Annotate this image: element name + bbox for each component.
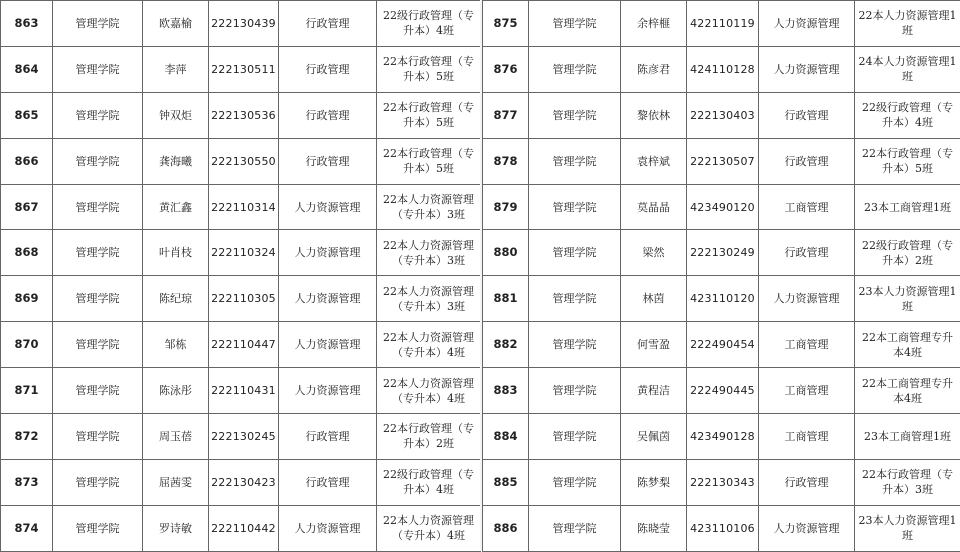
college-cell: 管理学院 [529, 92, 621, 138]
major-cell: 人力资源管理 [279, 276, 377, 322]
table-row [483, 92, 960, 138]
student-id-cell: 222130550 [209, 138, 279, 184]
student-name-cell: 黄汇鑫 [143, 184, 209, 230]
major-cell: 行政管理 [279, 459, 377, 505]
student-id-cell: 423110120 [687, 276, 759, 322]
college-cell: 管理学院 [53, 505, 143, 551]
student-id-cell: 222110431 [209, 368, 279, 414]
student-id-cell: 222130507 [687, 138, 759, 184]
row-number: 885 [483, 459, 529, 505]
major-cell: 人力资源管理 [279, 230, 377, 276]
student-id-cell: 424110128 [687, 46, 759, 92]
student-id-cell: 222130439 [209, 1, 279, 47]
table-row [1, 184, 481, 230]
class-cell: 22级行政管理（专升本）4班 [377, 1, 481, 47]
student-id-cell: 423490128 [687, 414, 759, 460]
student-id-cell: 222110447 [209, 322, 279, 368]
table-row [483, 1, 960, 47]
student-name-cell: 陈彦君 [621, 46, 687, 92]
college-cell: 管理学院 [53, 92, 143, 138]
row-number: 874 [1, 505, 53, 551]
major-cell: 工商管理 [759, 184, 855, 230]
row-number: 884 [483, 414, 529, 460]
row-number: 872 [1, 414, 53, 460]
table-row [1, 138, 481, 184]
row-number: 866 [1, 138, 53, 184]
college-cell: 管理学院 [53, 1, 143, 47]
major-cell: 行政管理 [279, 414, 377, 460]
college-cell: 管理学院 [53, 276, 143, 322]
class-cell: 23本人力资源管理1班 [855, 276, 960, 322]
class-cell: 22本工商管理专升本4班 [855, 322, 960, 368]
row-number: 876 [483, 46, 529, 92]
student-id-cell: 222130245 [209, 414, 279, 460]
student-name-cell: 叶肖枝 [143, 230, 209, 276]
student-id-cell: 222110442 [209, 505, 279, 551]
student-name-cell: 黄程洁 [621, 368, 687, 414]
table-row [483, 46, 960, 92]
college-cell: 管理学院 [53, 459, 143, 505]
student-name-cell: 李萍 [143, 46, 209, 92]
college-cell: 管理学院 [53, 368, 143, 414]
row-number: 875 [483, 1, 529, 47]
class-cell: 22本人力资源管理（专升本）3班 [377, 230, 481, 276]
row-number: 881 [483, 276, 529, 322]
college-cell: 管理学院 [529, 230, 621, 276]
student-id-cell: 422110119 [687, 1, 759, 47]
college-cell: 管理学院 [529, 322, 621, 368]
row-number: 883 [483, 368, 529, 414]
table-row [483, 322, 960, 368]
table-row [483, 505, 960, 551]
class-cell: 22本人力资源管理（专升本）3班 [377, 184, 481, 230]
college-cell: 管理学院 [529, 46, 621, 92]
row-number: 878 [483, 138, 529, 184]
college-cell: 管理学院 [53, 230, 143, 276]
college-cell: 管理学院 [529, 276, 621, 322]
student-id-cell: 222130343 [687, 459, 759, 505]
table-row [1, 92, 481, 138]
table-row [1, 322, 481, 368]
student-id-cell: 222130423 [209, 459, 279, 505]
student-name-cell: 余梓榧 [621, 1, 687, 47]
student-id-cell: 222130511 [209, 46, 279, 92]
student-name-cell: 陈梦梨 [621, 459, 687, 505]
class-cell: 22本行政管理（专升本）3班 [855, 459, 960, 505]
student-name-cell: 黎依林 [621, 92, 687, 138]
major-cell: 人力资源管理 [759, 505, 855, 551]
class-cell: 22本人力资源管理（专升本）3班 [377, 276, 481, 322]
class-cell: 22级行政管理（专升本）4班 [377, 459, 481, 505]
class-cell: 22本人力资源管理（专升本）4班 [377, 368, 481, 414]
table-row [483, 138, 960, 184]
major-cell: 行政管理 [279, 92, 377, 138]
college-cell: 管理学院 [529, 414, 621, 460]
college-cell: 管理学院 [529, 184, 621, 230]
major-cell: 行政管理 [759, 230, 855, 276]
table-row [1, 230, 481, 276]
table-row [1, 368, 481, 414]
class-cell: 22本行政管理（专升本）5班 [377, 46, 481, 92]
major-cell: 行政管理 [279, 138, 377, 184]
right-student-table [482, 0, 960, 552]
major-cell: 人力资源管理 [759, 276, 855, 322]
student-name-cell: 屈茜雯 [143, 459, 209, 505]
class-cell: 22本行政管理（专升本）2班 [377, 414, 481, 460]
college-cell: 管理学院 [53, 46, 143, 92]
student-name-cell: 袁梓斌 [621, 138, 687, 184]
row-number: 880 [483, 230, 529, 276]
student-id-cell: 222110305 [209, 276, 279, 322]
student-id-cell: 423110106 [687, 505, 759, 551]
major-cell: 人力资源管理 [279, 322, 377, 368]
class-cell: 22本工商管理专升本4班 [855, 368, 960, 414]
table-row [483, 414, 960, 460]
college-cell: 管理学院 [53, 138, 143, 184]
student-name-cell: 欧嘉榆 [143, 1, 209, 47]
major-cell: 人力资源管理 [279, 368, 377, 414]
table-row [1, 459, 481, 505]
row-number: 886 [483, 505, 529, 551]
student-name-cell: 莫晶晶 [621, 184, 687, 230]
table-row [483, 230, 960, 276]
major-cell: 人力资源管理 [279, 184, 377, 230]
class-cell: 22本行政管理（专升本）5班 [377, 92, 481, 138]
table-row [483, 368, 960, 414]
student-name-cell: 梁然 [621, 230, 687, 276]
student-name-cell: 龚海曦 [143, 138, 209, 184]
row-number: 879 [483, 184, 529, 230]
student-name-cell: 陈泳彤 [143, 368, 209, 414]
row-number: 863 [1, 1, 53, 47]
table-row [1, 46, 481, 92]
major-cell: 人力资源管理 [279, 505, 377, 551]
table-row [483, 276, 960, 322]
class-cell: 22本行政管理（专升本）5班 [377, 138, 481, 184]
row-number: 867 [1, 184, 53, 230]
class-cell: 23本人力资源管理1班 [855, 505, 960, 551]
row-number: 865 [1, 92, 53, 138]
student-name-cell: 何雪盈 [621, 322, 687, 368]
college-cell: 管理学院 [529, 505, 621, 551]
table-row [483, 459, 960, 505]
class-cell: 22本人力资源管理（专升本）4班 [377, 505, 481, 551]
student-id-cell: 222110324 [209, 230, 279, 276]
table-row [1, 505, 481, 551]
student-id-cell: 222490445 [687, 368, 759, 414]
row-number: 868 [1, 230, 53, 276]
table-row [483, 184, 960, 230]
row-number: 877 [483, 92, 529, 138]
major-cell: 工商管理 [759, 322, 855, 368]
class-cell: 22本人力资源管理（专升本）4班 [377, 322, 481, 368]
student-id-cell: 222490454 [687, 322, 759, 368]
college-cell: 管理学院 [529, 459, 621, 505]
student-name-cell: 罗诗敏 [143, 505, 209, 551]
table-row [1, 276, 481, 322]
major-cell: 人力资源管理 [759, 46, 855, 92]
student-id-cell: 222130249 [687, 230, 759, 276]
class-cell: 23本工商管理1班 [855, 184, 960, 230]
major-cell: 工商管理 [759, 414, 855, 460]
student-id-cell: 423490120 [687, 184, 759, 230]
class-cell: 22本人力资源管理1班 [855, 1, 960, 47]
student-name-cell: 林茵 [621, 276, 687, 322]
student-name-cell: 陈晓莹 [621, 505, 687, 551]
class-cell: 22级行政管理（专升本）2班 [855, 230, 960, 276]
major-cell: 人力资源管理 [759, 1, 855, 47]
row-number: 873 [1, 459, 53, 505]
row-number: 871 [1, 368, 53, 414]
college-cell: 管理学院 [529, 138, 621, 184]
row-number: 882 [483, 322, 529, 368]
major-cell: 行政管理 [279, 46, 377, 92]
row-number: 864 [1, 46, 53, 92]
student-name-cell: 邹栋 [143, 322, 209, 368]
college-cell: 管理学院 [53, 322, 143, 368]
row-number: 870 [1, 322, 53, 368]
major-cell: 行政管理 [279, 1, 377, 47]
class-cell: 22级行政管理（专升本）4班 [855, 92, 960, 138]
class-cell: 23本工商管理1班 [855, 414, 960, 460]
student-name-cell: 周玉蓓 [143, 414, 209, 460]
major-cell: 行政管理 [759, 92, 855, 138]
class-cell: 24本人力资源管理1班 [855, 46, 960, 92]
class-cell: 22本行政管理（专升本）5班 [855, 138, 960, 184]
major-cell: 行政管理 [759, 459, 855, 505]
student-id-cell: 222110314 [209, 184, 279, 230]
student-name-cell: 吴佩茵 [621, 414, 687, 460]
major-cell: 工商管理 [759, 368, 855, 414]
row-number: 869 [1, 276, 53, 322]
college-cell: 管理学院 [53, 414, 143, 460]
major-cell: 行政管理 [759, 138, 855, 184]
student-id-cell: 222130536 [209, 92, 279, 138]
college-cell: 管理学院 [53, 184, 143, 230]
student-id-cell: 222130403 [687, 92, 759, 138]
college-cell: 管理学院 [529, 368, 621, 414]
student-name-cell: 钟双炬 [143, 92, 209, 138]
student-name-cell: 陈纪琼 [143, 276, 209, 322]
table-row [1, 1, 481, 47]
table-row [1, 414, 481, 460]
college-cell: 管理学院 [529, 1, 621, 47]
